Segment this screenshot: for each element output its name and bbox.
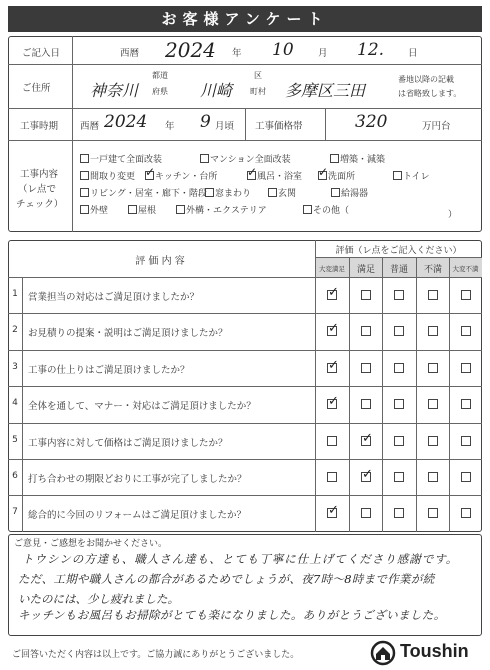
work-option-kitchen[interactable] <box>145 169 217 182</box>
address-city: 川崎 <box>200 81 233 100</box>
footer-note: ご回答いただく内容は以上です。ご協力誠にありがとうございました。 <box>12 650 300 660</box>
work-option-checkbox[interactable] <box>128 205 137 214</box>
work-option-checkbox[interactable] <box>268 188 277 197</box>
question-text: 打ち合わせの期限どおりに工事が完了しましたか？ <box>28 474 247 485</box>
question-number: 6 <box>12 471 18 481</box>
rating-column-header: 大変満足 <box>319 265 345 273</box>
question-text: 工事の仕上りはご満足頂けましたか？ <box>28 364 190 376</box>
ward-label-top: 区 <box>254 71 262 80</box>
question-number: 2 <box>12 325 18 336</box>
question-number: 4 <box>12 398 18 409</box>
rating-checkbox-大変不満[interactable] <box>461 472 471 482</box>
rating-checkbox-不満[interactable] <box>428 472 438 482</box>
work-option-checkbox[interactable] <box>200 154 209 163</box>
work-option-full-house[interactable] <box>80 152 162 165</box>
rating-column-header: 普通 <box>389 265 408 275</box>
address-ward: 多摩区三田 <box>285 81 366 100</box>
ward-label-bottom: 町村 <box>250 87 266 96</box>
rating-checkbox-普通[interactable] <box>394 326 404 336</box>
date-day-unit: 日 <box>408 48 418 59</box>
work-option-label: その他（ <box>313 206 350 216</box>
question-number: 3 <box>12 361 18 372</box>
work-option-checkbox[interactable] <box>318 171 327 180</box>
date-day: 12. <box>357 40 385 60</box>
work-option-checkbox[interactable] <box>80 171 89 180</box>
address-note-2: は省略致します。 <box>398 89 462 98</box>
rating-checkbox-満足[interactable] <box>361 436 371 446</box>
work-option-label: 玄関 <box>278 189 297 199</box>
rating-checkbox-満足[interactable] <box>361 472 371 482</box>
work-option-full-mansion[interactable] <box>200 152 291 165</box>
rating-checkbox-不満[interactable] <box>428 363 438 373</box>
address-prefecture: 神奈川 <box>90 81 139 100</box>
rating-checkbox-不満[interactable] <box>428 508 438 518</box>
work-option-checkbox[interactable] <box>303 205 312 214</box>
work-option-exterior[interactable] <box>176 203 267 216</box>
work-option-label: 風呂・浴室 <box>257 172 303 182</box>
rating-checkbox-大変満足[interactable] <box>327 436 337 446</box>
rating-header: 評価（レ点をご記入ください） <box>335 246 462 256</box>
work-option-checkbox[interactable] <box>176 205 185 214</box>
work-period-label: 工事時期 <box>20 121 59 132</box>
content-header: 評 価 内 容 <box>135 256 185 267</box>
rating-checkbox-不満[interactable] <box>428 290 438 300</box>
price-value: 320 <box>355 112 388 132</box>
comment-line-3: いたのには、少し疲れました。 <box>18 592 179 606</box>
work-option-label: キッチン・台所 <box>155 172 218 182</box>
rating-checkbox-不満[interactable] <box>428 399 438 409</box>
rating-checkbox-普通[interactable] <box>394 399 404 409</box>
work-option-label: 洗面所 <box>328 172 356 182</box>
work-option-windows[interactable] <box>205 186 251 199</box>
work-option-checkbox[interactable] <box>247 171 256 180</box>
work-option-checkbox[interactable] <box>80 188 89 197</box>
work-option-other[interactable] <box>303 203 349 216</box>
rating-checkbox-大変満足[interactable] <box>327 508 337 518</box>
date-label: ご記入日 <box>22 48 61 59</box>
work-option-layout-change[interactable] <box>80 169 135 182</box>
rating-checkbox-大変不満[interactable] <box>461 399 471 409</box>
work-option-label: 窓まわり <box>215 189 252 199</box>
pref-label-top: 都道 <box>152 71 168 80</box>
address-label: ご住所 <box>22 83 51 94</box>
rating-checkbox-満足[interactable] <box>361 290 371 300</box>
price-unit: 万円台 <box>422 121 451 132</box>
work-period-year-unit: 年 <box>165 121 175 132</box>
rating-column-header: 大変不満 <box>452 265 479 273</box>
work-option-label: トイレ <box>403 172 430 182</box>
rating-checkbox-普通[interactable] <box>394 436 404 446</box>
work-option-extension[interactable] <box>330 152 385 165</box>
rating-checkbox-不満[interactable] <box>428 326 438 336</box>
work-content-label-1: 工事内容 <box>20 169 59 180</box>
work-option-checkbox[interactable] <box>80 205 89 214</box>
work-option-label: 間取り変更 <box>90 172 136 182</box>
question-text: 工事内容に対して価格はご満足頂けましたか？ <box>28 437 228 449</box>
form-title: お客様アンケート <box>8 6 482 32</box>
rating-checkbox-大変満足[interactable] <box>327 290 337 300</box>
work-option-entrance[interactable] <box>268 186 296 199</box>
rating-checkbox-大変不満[interactable] <box>461 290 471 300</box>
toushin-logo <box>370 640 482 666</box>
rating-checkbox-大変満足[interactable] <box>327 399 337 409</box>
comment-line-2: ただ、工期や職人さんの都合があるためでしょうが、夜7時〜8時まで作業が続 <box>18 572 435 586</box>
rating-checkbox-満足[interactable] <box>361 508 371 518</box>
work-period-month-unit: 月頃 <box>215 121 235 132</box>
work-option-living[interactable] <box>80 186 207 199</box>
work-option-washroom[interactable] <box>318 169 355 182</box>
rating-checkbox-大変満足[interactable] <box>327 363 337 373</box>
work-option-checkbox[interactable] <box>393 171 402 180</box>
work-option-checkbox[interactable] <box>331 188 340 197</box>
work-option-checkbox[interactable] <box>205 188 214 197</box>
work-option-label: リビング・居室・廊下・階段 <box>90 189 207 199</box>
other-close-paren: ） <box>448 210 458 220</box>
rating-checkbox-大変不満[interactable] <box>461 363 471 373</box>
comment-line-4: キッチンもお風呂もお掃除がとても楽になりました。ありがとうございました。 <box>18 608 446 622</box>
rating-column-header: 満足 <box>356 265 375 275</box>
question-text: お見積りの提案・説明はご満足頂けましたか？ <box>28 328 228 340</box>
work-option-roof[interactable] <box>128 203 156 216</box>
comments-label: ご意見・ご感想をお聞かせください。 <box>14 539 168 549</box>
work-option-checkbox[interactable] <box>145 171 154 180</box>
rating-checkbox-普通[interactable] <box>394 508 404 518</box>
work-period-year: 2024 <box>104 112 148 132</box>
work-option-label: マンション全面改装 <box>210 155 291 165</box>
logo-mark-icon <box>370 640 396 666</box>
work-option-label: 外構・エクステリア <box>186 206 267 216</box>
work-option-label: 一戸建て全面改装 <box>90 155 163 165</box>
rating-column-header: 不満 <box>423 265 442 275</box>
rating-checkbox-満足[interactable] <box>361 363 371 373</box>
rating-checkbox-大変不満[interactable] <box>461 326 471 336</box>
rating-checkbox-大変満足[interactable] <box>327 326 337 336</box>
price-label: 工事価格帯 <box>255 121 303 132</box>
logo-text: Toushin <box>400 641 469 661</box>
work-option-water-heater[interactable] <box>331 186 368 199</box>
address-note-1: 番地以降の記載 <box>398 75 454 84</box>
work-option-label: 屋根 <box>138 206 157 216</box>
rating-checkbox-大変不満[interactable] <box>461 508 471 518</box>
work-period-era: 西暦 <box>80 121 100 132</box>
work-option-label: 外壁 <box>90 206 109 216</box>
date-month-unit: 月 <box>318 48 328 59</box>
rating-checkbox-満足[interactable] <box>361 399 371 409</box>
work-option-bath[interactable] <box>247 169 302 182</box>
work-content-label-2: （レ点で <box>18 184 57 195</box>
question-text: 営業担当の対応はご満足頂けましたか？ <box>28 292 200 303</box>
work-content-label-3: チェック） <box>16 199 64 210</box>
question-number: 5 <box>12 434 18 445</box>
rating-checkbox-大変満足[interactable] <box>327 472 337 482</box>
work-option-toilet[interactable] <box>393 169 430 182</box>
work-option-label: 増築・減築 <box>340 155 386 165</box>
work-option-label: 給湯器 <box>341 189 369 199</box>
comment-line-1: トウシンの方達も、職人さん達も、とても丁寧に仕上げてくださり感謝です。 <box>22 552 459 566</box>
question-number: 7 <box>12 507 18 518</box>
date-era: 西暦 <box>120 48 140 59</box>
rating-checkbox-普通[interactable] <box>394 290 404 300</box>
work-period-month: 9 <box>200 112 211 132</box>
pref-label-bottom: 府県 <box>152 87 168 96</box>
rating-checkbox-満足[interactable] <box>361 326 371 336</box>
rating-checkbox-普通[interactable] <box>394 472 404 482</box>
work-option-checkbox[interactable] <box>330 154 339 163</box>
work-option-checkbox[interactable] <box>80 154 89 163</box>
question-text: 全体を通して、マナー・対応はご満足頂けましたか？ <box>28 401 256 413</box>
work-option-exterior-wall[interactable] <box>80 203 108 216</box>
date-month: 10 <box>272 40 294 60</box>
rating-checkbox-大変不満[interactable] <box>461 436 471 446</box>
rating-checkbox-普通[interactable] <box>394 363 404 373</box>
question-number: 1 <box>12 289 18 299</box>
date-year-unit: 年 <box>232 48 242 59</box>
rating-checkbox-不満[interactable] <box>428 436 438 446</box>
date-year: 2024 <box>165 38 216 62</box>
question-text: 総合的に今回のリフォームはご満足頂けましたか？ <box>28 510 247 522</box>
